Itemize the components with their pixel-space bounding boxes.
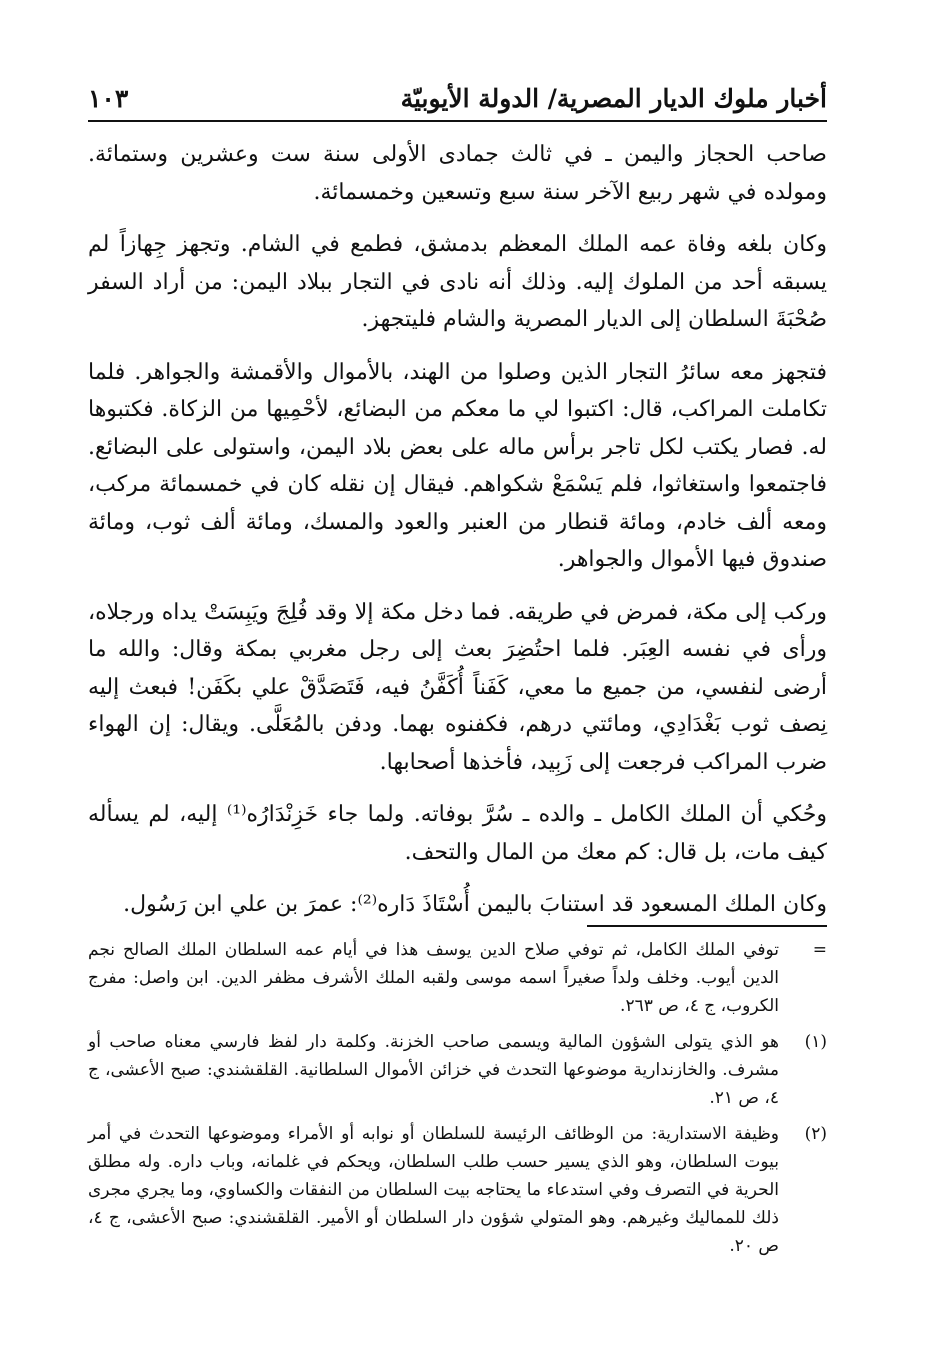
footnotes bbox=[88, 936, 827, 1268]
paragraph: فتجهز معه سائرُ التجار الذين وصلوا من الهند، بالأموال والأقمشة والجواهر. فلما تكاملت المراكب، قال: اكتبوا لي ما معكم من البضائع، لأحْمِيها من الزكاة. فكتبوها له. فصار يكتب لكل تاجر برأس ماله على بعض بلاد اليمن، واستولى على البضائع. فاجتمعوا واستغاثوا، فلم يَسْمَعْ شكواهم. فيقال إن نقله كان في خمسمائة مركب، ومعه ألف خادم، ومائة قنطار من العنبر والعود والمسك، ومائة ألف ثوب، ومائة صندوق فيها الأموال والجواهر. bbox=[88, 359, 827, 572]
main-text bbox=[88, 136, 827, 939]
paragraph: وكان الملك المسعود قد استنابَ باليمن أُسْتَاذَ دَاره⁽²⁾: عمرَ بن علي ابن رَسُول. bbox=[123, 892, 827, 917]
footnote-marker: = bbox=[812, 940, 827, 960]
footnote bbox=[88, 1028, 827, 1112]
footnote-text: هو الذي يتولى الشؤون المالية ويسمى صاحب الخزنة. وكلمة دار لفظ فارسي معناه صاحب أو مشرف. والخازندارية موضوعها التحدث في خزائن الأموال السلطانية. القلقشندي: صبح الأعشى، ج ٤، ص ٢١. bbox=[88, 1032, 779, 1108]
footnote-marker: (١) bbox=[804, 1032, 827, 1052]
running-title: أخبار ملوك الديار المصرية/ الدولة الأيوبيّة bbox=[400, 84, 827, 113]
paragraph: وركب إلى مكة، فمرض في طريقه. فما دخل مكة إلا وقد فُلِجَ ويَبِسَتْ يداه ورجلاه، ورأى في نفسه العِبَر. فلما احتُضِرَ بعث إلى رجل مغربي بمكة وقال: والله ما أرضى لنفسي، من جميع ما معي، كَفَناً أُكَفَّنُ فيه، فَتَصَدَّقْ علي بكَفَن! فبعث إليه نِصف ثوب بَغْدَادِي، ومائتي درهم، فكفنوه بهما. ودفن بالمُعَلَّى. ويقال: إن الهواء ضرب المراكب فرجعت إلى زَبِيد، فأخذها أصحابها. bbox=[88, 599, 827, 775]
footnote bbox=[88, 1120, 827, 1260]
page-number: ١٠٣ bbox=[88, 84, 129, 113]
paragraph: وحُكي أن الملك الكامل ـ والده ـ سُرَّ بوفاته. ولما جاء خَزِنْدَارُه⁽¹⁾ إليه، لم يسأله كيف مات، بل قال: كم معك من المال والتحف. bbox=[88, 802, 827, 865]
footnote-text: توفي الملك الكامل، ثم توفي صلاح الدين يوسف هذا في أيام عمه السلطان الملك الصالح نجم الدين أيوب. وخلف ولداً صغيراً اسمه موسى ولقبه الملك الأشرف مظفر الدين. ابن واصل: مفرج الكروب، ج ٤، ص ٢٦٣. bbox=[88, 940, 779, 1016]
running-header bbox=[88, 80, 827, 122]
footnote-marker: (٢) bbox=[804, 1124, 827, 1144]
footnote-text: وظيفة الاستدارية: من الوظائف الرئيسة للسلطان أو نوابه أو الأمراء وموضوعها التحدث في أمر بيوت السلطان، وهو الذي يسير حسب طلب السلطان، ويحكم في غلمانه، وباب داره. وله مطلق الحرية في التصرف وفي استدعاء ما يحتاجه بيت السلطان من النفقات والكساوي، وما يجري مجرى ذلك للمماليك وغيرهم. وهو المتولي شؤون دار السلطان أو الأمير. القلقشندي: صبح الأعشى، ج ٤، ص ٢٠. bbox=[88, 1124, 779, 1256]
footnote bbox=[88, 936, 827, 1020]
paragraph: صاحب الحجاز واليمن ـ في ثالث جمادى الأولى سنة ست وعشرين وستمائة. ومولده في شهر ربيع الآخر سنة سبع وتسعين وخمسمائة. bbox=[88, 142, 827, 205]
paragraph: وكان بلغه وفاة عمه الملك المعظم بدمشق، فطمع في الشام. وتجهز جِهازاً لم يسبقه أحد من الملوك إليه. وذلك أنه نادى في التجار ببلاد اليمن: من أراد السفر صُحْبَةَ السلطان إلى الديار المصرية والشام فليتجهز. bbox=[88, 232, 827, 332]
footnote-divider bbox=[587, 925, 827, 927]
